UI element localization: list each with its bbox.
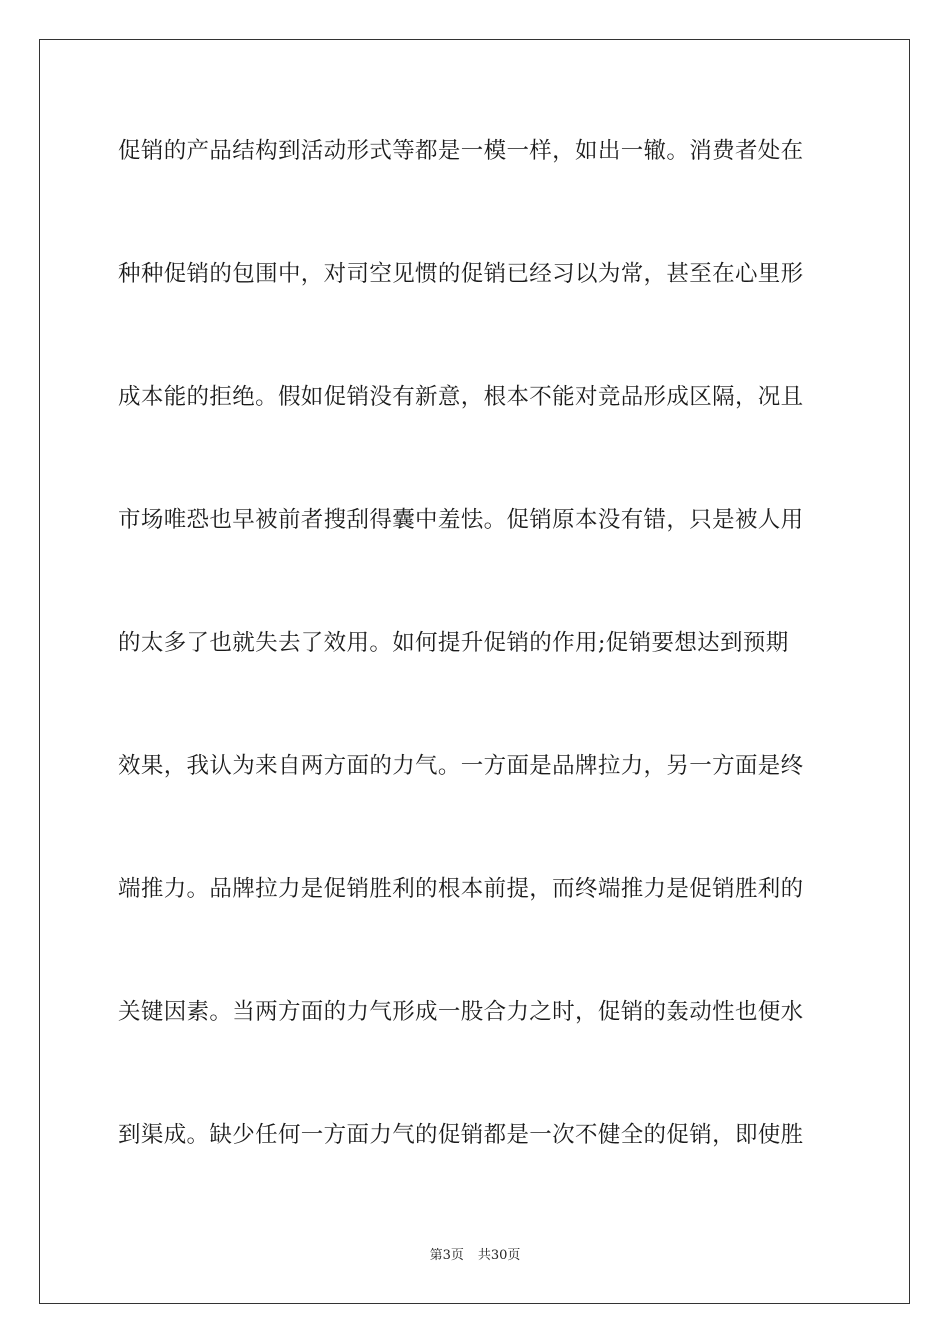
paragraph-line-4: 市场唯恐也早被前者搜刮得囊中羞怯。促销原本没有错，只是被人用 <box>118 507 804 533</box>
paragraph-line-6: 效果，我认为来自两方面的力气。一方面是品牌拉力，另一方面是终 <box>118 753 804 779</box>
page-number: 第3页 <box>429 1248 464 1263</box>
page-border <box>39 39 910 1304</box>
paragraph-line-7: 端推力。品牌拉力是促销胜利的根本前提，而终端推力是促销胜利的 <box>118 876 804 902</box>
page-total: 共30页 <box>477 1248 521 1263</box>
paragraph-line-5: 的太多了也就失去了效用。如何提升促销的作用;促销要想达到预期 <box>118 630 789 656</box>
paragraph-line-9: 到渠成。缺少任何一方面力气的促销都是一次不健全的促销，即使胜 <box>118 1122 804 1148</box>
paragraph-line-1: 促销的产品结构到活动形式等都是一模一样，如出一辙。消费者处在 <box>118 138 804 164</box>
paragraph-line-8: 关键因素。当两方面的力气形成一股合力之时，促销的轰动性也便水 <box>118 999 804 1025</box>
paragraph-line-2: 种种促销的包围中，对司空见惯的促销已经习以为常，甚至在心里形 <box>118 261 804 287</box>
page-footer <box>0 1247 950 1265</box>
paragraph-line-3: 成本能的拒绝。假如促销没有新意，根本不能对竞品形成区隔，况且 <box>118 384 804 410</box>
